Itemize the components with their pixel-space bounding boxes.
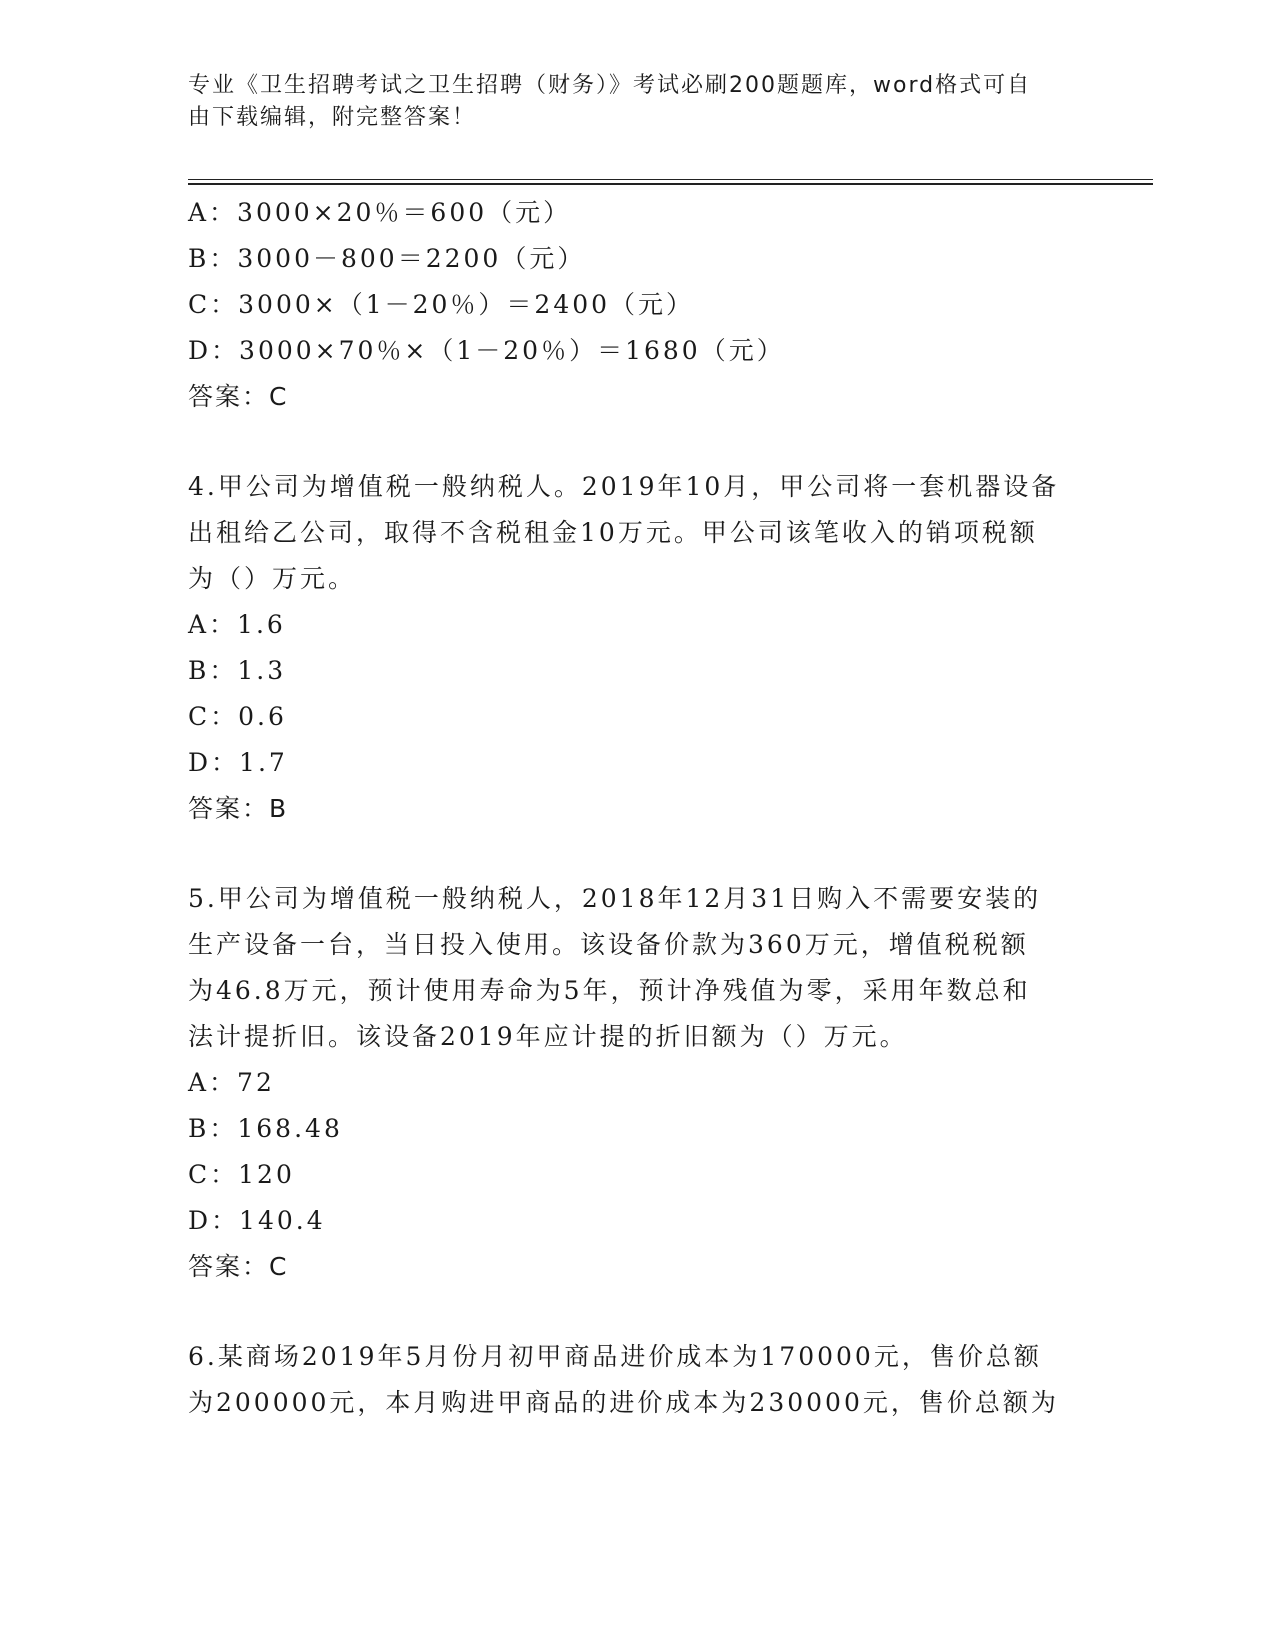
question-text-line: 6.某商场2019年5月份月初甲商品进价成本为170000元，售价总额 <box>188 1342 1042 1371</box>
option-d: D：140.4 <box>188 1206 326 1235</box>
question-3 <box>188 190 1088 420</box>
question-5 <box>188 876 1088 1290</box>
option-c: C：0.6 <box>188 702 287 731</box>
option-b: B：1.3 <box>188 656 287 685</box>
option-d: D：3000×70％×（1－20％）＝1680（元） <box>188 336 785 365</box>
header-line-2: 由下载编辑，附完整答案！ <box>188 105 477 130</box>
option-d: D：1.7 <box>188 748 288 777</box>
question-text-line: 为200000元，本月购进甲商品的进价成本为230000元，售价总额为 <box>188 1388 1059 1417</box>
option-a: A：1.6 <box>188 610 286 639</box>
question-text-line: 为（）万元。 <box>188 564 357 593</box>
question-text-line: 为46.8万元，预计使用寿命为5年，预计净残值为零，采用年数总和 <box>188 976 1031 1005</box>
spacer <box>188 832 1088 876</box>
answer: 答案：B <box>188 794 289 823</box>
header-line-1: 专业《卫生招聘考试之卫生招聘（财务）》考试必刷200题题库，word格式可自 <box>188 73 1032 98</box>
question-text-line: 4.甲公司为增值税一般纳税人。2019年10月，甲公司将一套机器设备 <box>188 472 1060 501</box>
question-text-line: 出租给乙公司，取得不含税租金10万元。甲公司该笔收入的销项税额 <box>188 518 1038 547</box>
answer: 答案：C <box>188 382 289 411</box>
option-b: B：3000－800＝2200（元） <box>188 244 586 273</box>
question-text-line: 生产设备一台，当日投入使用。该设备价款为360万元，增值税税额 <box>188 930 1029 959</box>
spacer <box>188 1290 1088 1334</box>
option-b: B：168.48 <box>188 1114 343 1143</box>
question-text-line: 5.甲公司为增值税一般纳税人，2018年12月31日购入不需要安装的 <box>188 884 1042 913</box>
spacer <box>188 420 1088 464</box>
option-c: C：120 <box>188 1160 295 1189</box>
question-6 <box>188 1334 1088 1426</box>
header-divider-thick <box>188 183 1153 185</box>
option-c: C：3000×（1－20％）＝2400（元） <box>188 290 695 319</box>
header-divider-thin <box>188 179 1153 180</box>
document-header <box>188 70 1088 134</box>
answer: 答案：C <box>188 1252 289 1281</box>
question-4 <box>188 464 1088 832</box>
question-list <box>188 190 1088 1426</box>
question-text-line: 法计提折旧。该设备2019年应计提的折旧额为（）万元。 <box>188 1022 908 1051</box>
option-a: A：72 <box>188 1068 275 1097</box>
option-a: A：3000×20％＝600（元） <box>188 198 572 227</box>
